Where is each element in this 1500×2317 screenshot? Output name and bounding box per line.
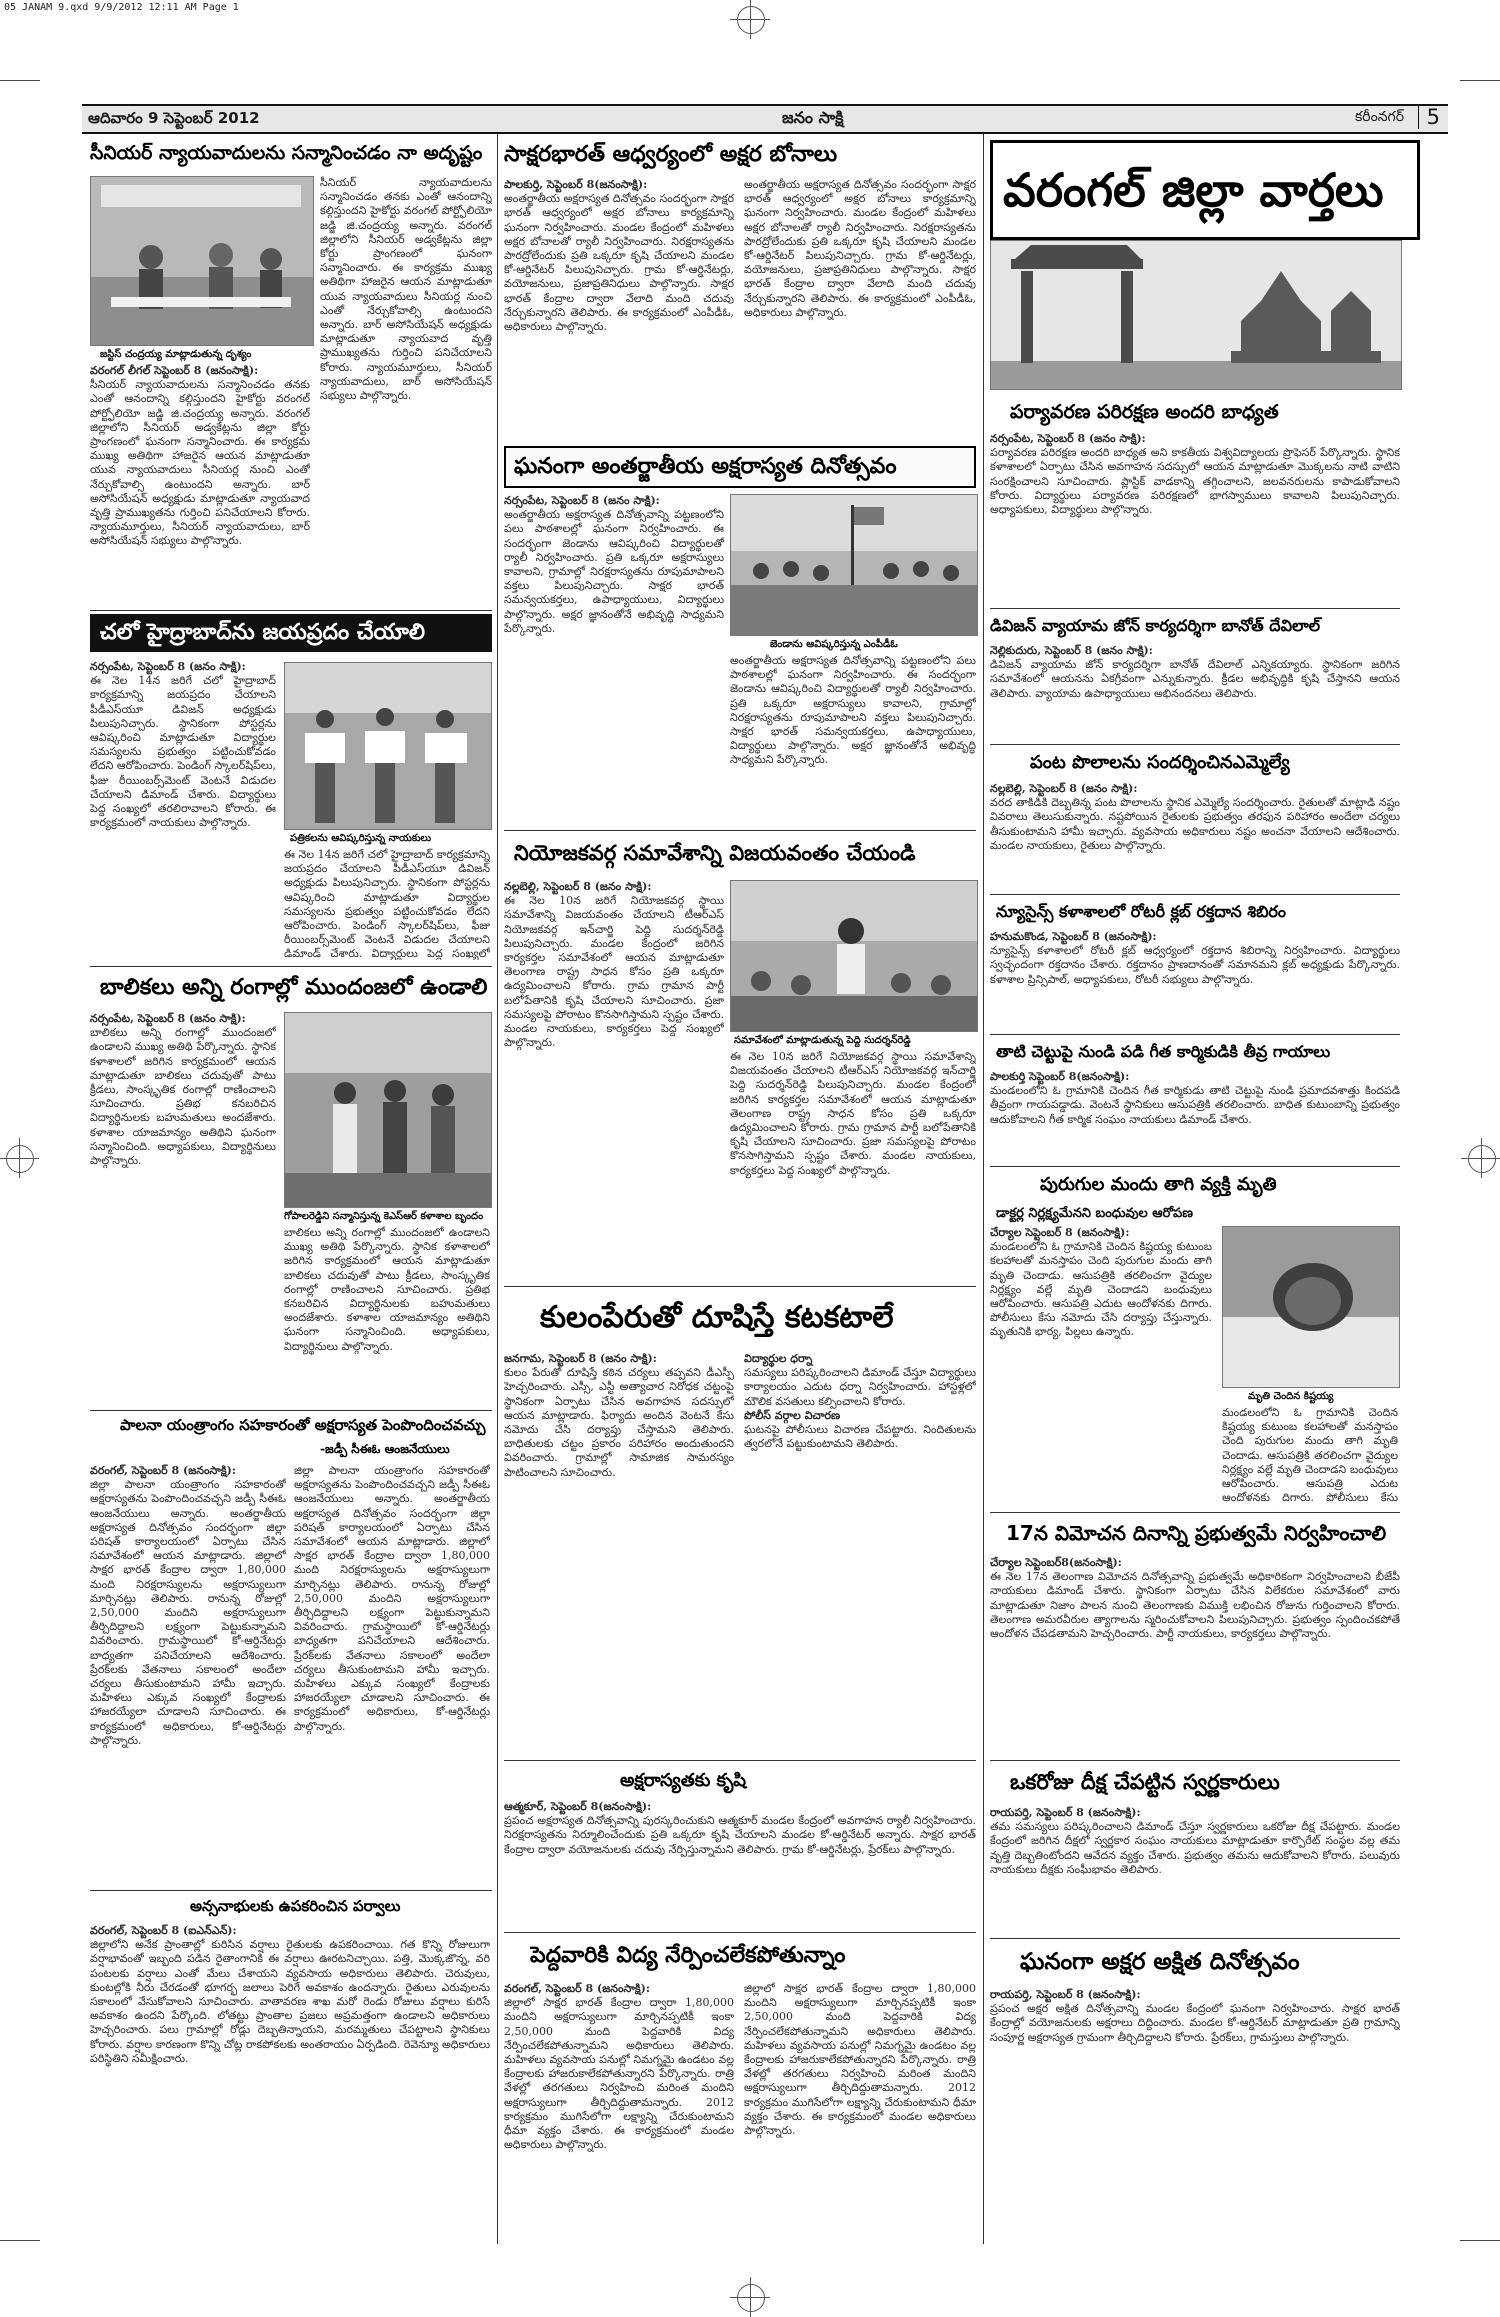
dateline: వరంగల్, సెప్టెంబర్ 8 (ఐఎన్ఎన్): — [90, 1924, 237, 1937]
article-body — [90, 364, 310, 604]
headline: నియోజకవర్గ సమావేశాన్ని విజయవంతం చేయండి — [514, 841, 916, 865]
dateline: పాలకుర్తి, సెప్టెంబర్ 8(జనంసాక్షి): — [504, 178, 648, 191]
dateline: ఆత్మకూర్, సెప్టెంబర్ 8(జనంసాక్షి): — [504, 1800, 652, 1813]
headline: సీనియర్ న్యాయవాదులను సన్మానించడం నా అదృష్టం — [90, 142, 483, 164]
section-divider — [990, 744, 1400, 745]
photo-caption: జెండాను ఆవిష్కరిస్తున్న ఎంపీడీఓ — [770, 638, 970, 652]
photo-caption: గోపాలరెడ్డిని సన్మానిస్తున్న కెఎస్‌ఆర్ కళాశాల బృందం — [284, 1210, 490, 1224]
section-divider — [990, 608, 1400, 609]
article-body — [990, 1806, 1400, 1934]
dateline: నర్సంపేట, సెప్టెంబర్ 8 (జనం సాక్షి): — [90, 1012, 246, 1025]
article-body-continued — [320, 176, 492, 604]
article-body — [90, 1464, 286, 1884]
headline: ఒకరోజు దీక్ష చేపట్టిన స్వర్ణకారులు — [1010, 1770, 1280, 1794]
photo-poster-release — [284, 662, 492, 830]
section-divider — [90, 1890, 492, 1891]
body-text: మండలంలోని ఓ గ్రామానికి చెందిన కిష్టయ్య కుటుంబ కలహాలతో మనస్తాపం చెంది పురుగుల మందు తాగి మృతి చెందాడు. ఆసుపత్రికి తరలించగా వైద్యుల నిర్లక్ష్యం వల్లే మృతి చెందాడని బంధువులు ఆరోపించారు. ఆసుపత్రి ఎదుట ఆందోళనకు దిగారు. పోలీసులు కేసు నమోదు చేసి దర్యాప్తు చేస్తున్నారు. మృతునికి భార్య, పిల్లలు ఉన్నారు. — [990, 1240, 1212, 1339]
section-divider — [990, 1034, 1400, 1035]
body-text: అంతర్జాతీయ అక్షరాస్యత దినోత్సవం సందర్భంగా సాక్షర భారత్ ఆధ్వర్యంలో అక్షర బోనాలు కార్యక్రమాన్ని ఘనంగా నిర్వహించారు. మండల కేంద్రంలో మహిళలు అక్షర బోనాలతో ర్యాలీ నిర్వహించారు. నిరక్షరాస్యతను పారద్రోలేందుకు ప్రతి ఒక్కరూ కృషి చేయాలని మండల కో-ఆర్డినేటర్ పిలుపునిచ్చారు. గ్రామ కో-ఆర్డినేటర్లు, వయోజనులు, ప్రజాప్రతినిధులు పాల్గొన్నారు. సాక్షర భారత్ కేంద్రాల ద్వారా వేలాది మంది చదువు నేర్చుకున్నారని తెలిపారు. ఈ కార్యక్రమంలో ఎంపీడీఓ, అధికారులు పాల్గొన్నారు. — [744, 178, 976, 319]
column-rule — [497, 134, 498, 2244]
body-text: బాలికలు అన్ని రంగాల్లో ముందంజలో ఉండాలని ముఖ్య అతిథి పేర్కొన్నారు. స్థానిక కళాశాలలో జరిగిన కార్యక్రమంలో ఆయన మాట్లాడుతూ బాలికలు చదువుతో పాటు క్రీడలు, సాంస్కృతిక రంగాల్లో రాణించాలని సూచించారు. ప్రతిభ కనబరిచిన విద్యార్థినులకు బహుమతులు అందజేశారు. కళాశాల యాజమాన్యం అతిథిని ఘనంగా సన్మానించింది. అధ్యాపకులు, విద్యార్థినులు పాల్గొన్నారు. — [90, 1026, 276, 1168]
byline: -జడ్పీ సీఈఓ ఆంజనేయులు — [320, 1442, 450, 1456]
photo-image — [285, 1013, 491, 1207]
article-body-continued — [1222, 1406, 1398, 1506]
dateline: పాలకుర్తి సెప్టెంబర్ 8(జనంసాక్షి): — [990, 1070, 1130, 1083]
article-body-continued — [730, 1050, 976, 1280]
body-text: వరద తాకిడికి దెబ్బతిన్న పంట పొలాలను స్థానిక ఎమ్మెల్యే సందర్శించారు. రైతులతో మాట్లాడి నష్టం వివరాలు తెలుసుకున్నారు. నష్టపోయిన రైతులకు ప్రభుత్వం తరఫున పరిహారం అందేలా చర్యలు తీసుకుంటామని హామీ ఇచ్చారు. వ్యవసాయ అధికారులు నష్టం అంచనా వేయాలని ఆదేశించారు. మండల నాయకులు, రైతులు పాల్గొన్నారు. — [990, 796, 1400, 852]
page-number: 5 — [1418, 105, 1440, 129]
headline: కులంపేరుతో దూషిస్తే కటకటాలే — [540, 1300, 894, 1335]
section-divider — [990, 1760, 1400, 1761]
headline: అక్షరాస్యతకు కృషి — [620, 1770, 747, 1791]
body-text: బాలికలు అన్ని రంగాల్లో ముందంజలో ఉండాలని ముఖ్య అతిథి పేర్కొన్నారు. స్థానిక కళాశాలలో జరిగిన కార్యక్రమంలో ఆయన మాట్లాడుతూ బాలికలు చదువుతో పాటు క్రీడలు, సాంస్కృతిక రంగాల్లో రాణించాలని సూచించారు. ప్రతిభ కనబరిచిన విద్యార్థినులకు బహుమతులు అందజేశారు. కళాశాల యాజమాన్యం అతిథిని ఘనంగా సన్మానించింది. అధ్యాపకులు, విద్యార్థినులు పాల్గొన్నారు. — [284, 1226, 490, 1353]
headline: ఘనంగా అక్షర అక్షిత దినోత్సవం — [1020, 1949, 1300, 1975]
body-text: ఈ నెల 14న జరిగే చలో హైద్రాబాద్ కార్యక్రమాన్ని జయప్రదం చేయాలని పీడీఎస్‌యూ డివిజన్ అధ్యక్షుడు పిలుపునిచ్చారు. స్థానికంగా పోస్టర్లను ఆవిష్కరించి మాట్లాడుతూ విద్యార్థుల సమస్యలను ప్రభుత్వం పట్టించుకోవడం లేదని ఆరోపించారు. పెండింగ్ స్కాలర్‌షిప్‌లు, ఫీజు రీయింబర్స్‌మెంట్ వెంటనే విడుదల చేయాలని డిమాండ్ చేశారు. విద్యార్థులు పెద్ద సంఖ్యలో తరలిరావాలని కోరారు. ఈ కార్యక్రమంలో నాయకులు పాల్గొన్నారు. — [90, 674, 276, 830]
article-body-continued — [284, 1226, 490, 1402]
dateline: నర్సంపేట, సెప్టెంబర్ 8 (జనం సాక్షి): — [90, 660, 246, 673]
article-body — [990, 1556, 1400, 1756]
dateline: చేర్యాల సెప్టెంబర్8(జనంసాక్షి): — [990, 1556, 1122, 1569]
body-text: సీనియర్ న్యాయవాదులను సన్మానించడం తనకు ఎంతో ఆనందాన్ని కల్గిస్తుందని హైకోర్టు వరంగల్ పోర్ట్ఫోలియో జడ్జి జి.చంద్రయ్య అన్నారు. వరంగల్ జిల్లాలోని సీనియర్ అడ్వకేట్లను జిల్లా కోర్టు ప్రాంగణంలో ఘనంగా సన్మానించారు. ఈ కార్యక్రమ ముఖ్య అతిథిగా హాజరైన ఆయన మాట్లాడుతూ యువ న్యాయవాదులు సీనియర్ల నుంచి ఎంతో నేర్చుకోవాల్సి ఉంటుందని అన్నారు. బార్ అసోసియేషన్ అధ్యక్షుడు మాట్లాడుతూ న్యాయవాద వృత్తి ప్రాముఖ్యతను గుర్తించి పనిచేయాలని కోరారు. న్యాయమూర్తులు, సీనియర్ న్యాయవాదులు, బార్ అసోసియేషన్ సభ్యులు పాల్గొన్నారు. — [90, 378, 310, 548]
body-text: అంతర్జాతీయ అక్షరాస్యత దినోత్సవం సందర్భంగా సాక్షర భారత్ ఆధ్వర్యంలో అక్షర బోనాలు కార్యక్రమాన్ని ఘనంగా నిర్వహించారు. మండల కేంద్రంలో మహిళలు అక్షర బోనాలతో ర్యాలీ నిర్వహించారు. నిరక్షరాస్యతను పారద్రోలేందుకు ప్రతి ఒక్కరూ కృషి చేయాలని మండల కో-ఆర్డినేటర్ పిలుపునిచ్చారు. గ్రామ కో-ఆర్డినేటర్లు, వయోజనులు, ప్రజాప్రతినిధులు పాల్గొన్నారు. సాక్షర భారత్ కేంద్రాల ద్వారా వేలాది మంది చదువు నేర్చుకున్నారని తెలిపారు. ఈ కార్యక్రమంలో ఎంపీడీఓ, అధికారులు పాల్గొన్నారు. — [504, 192, 734, 334]
dateline: వరంగల్, సెప్టెంబర్ 8 (జనంసాక్షి): — [504, 1982, 650, 1995]
crop-mark — [0, 80, 40, 81]
photo-justice-speaking — [90, 176, 314, 346]
issue-date: ఆదివారం 9 సెప్టెంబర్ 2012 — [88, 109, 260, 127]
article-body — [990, 782, 1400, 890]
article-body — [90, 1012, 276, 1402]
article-body — [990, 644, 1400, 740]
body-text: ఈ నెల 14న జరిగే చలో హైద్రాబాద్ కార్యక్రమాన్ని జయప్రదం చేయాలని పీడీఎస్‌యూ డివిజన్ అధ్యక్షుడు పిలుపునిచ్చారు. స్థానికంగా పోస్టర్లను ఆవిష్కరించి మాట్లాడుతూ విద్యార్థుల సమస్యలను ప్రభుత్వం పట్టించుకోవడం లేదని ఆరోపించారు. పెండింగ్ స్కాలర్‌షిప్‌లు, ఫీజు రీయింబర్స్‌మెంట్ వెంటనే విడుదల చేయాలని డిమాండ్ చేశారు. విద్యార్థులు పెద్ద సంఖ్యలో — [284, 848, 490, 960]
body-text: ఈ నెల 10న జరిగే నియోజకవర్గ స్థాయి సమావేశాన్ని విజయవంతం చేయాలని టీఆర్ఎస్ నియోజకవర్గ ఇన్‌చార్జి పెద్ది సుదర్శన్‌రెడ్డి పిలుపునిచ్చారు. మండల కేంద్రంలో జరిగిన కార్యకర్తల సమావేశంలో ఆయన మాట్లాడుతూ తెలంగాణ రాష్ట్ర సాధన కోసం ప్రతి ఒక్కరూ ఉద్యమించాలని కోరారు. గ్రామ గ్రామాన పార్టీ బలోపేతానికి కృషి చేయాలని సూచించారు. ప్రజా సమస్యలపై పోరాటం కొనసాగిస్తామని స్పష్టం చేశారు. మండల నాయకులు, కార్యకర్తలు పెద్ద సంఖ్యలో పాల్గొన్నారు. — [730, 1050, 976, 1177]
dateline: నర్సంపేట, సెప్టెంబర్ 8 (జనం సాక్షి): — [504, 494, 660, 507]
article-body — [90, 660, 276, 960]
article-body-continued — [284, 848, 490, 960]
subheadline: డాక్టర్ల నిర్లక్ష్యమేనని బంధువుల ఆరోపణ — [996, 1206, 1193, 1221]
registration-mark-right — [1468, 1145, 1496, 1173]
photo-caption: పత్రికలను ఆవిష్కరిస్తున్న నాయకులు — [290, 832, 488, 846]
body-text: జిల్లా పాలనా యంత్రాంగం సహకారంతో అక్షరాస్యతను పెంపొందించవచ్చని జడ్పీ సీఈఓ ఆంజనేయులు అన్నారు. అంతర్జాతీయ అక్షరాస్యత దినోత్సవం సందర్భంగా జిల్లా పరిషత్ కార్యాలయంలో ఏర్పాటు చేసిన సమావేశంలో ఆయన మాట్లాడారు. జిల్లాలో సాక్షర భారత్ కేంద్రాల ద్వారా 1,80,000 మంది నిరక్షరాస్యులను అక్షరాస్యులుగా మార్చినట్లు తెలిపారు. రానున్న రోజుల్లో 2,50,000 మందిని అక్షరాస్యులుగా తీర్చిదిద్దాలని లక్ష్యంగా పెట్టుకున్నామని వివరించారు. గ్రామస్థాయిలో కో-ఆర్డినేటర్లు బాధ్యతగా పనిచేయాలని ఆదేశించారు. ప్రేరక్‌లకు వేతనాలు సకాలంలో అందేలా చర్యలు తీసుకుంటామని హామీ ఇచ్చారు. మహిళలు ఎక్కువ సంఖ్యలో కేంద్రాలకు హాజరయ్యేలా చూడాలని సూచించారు. ఈ కార్యక్రమంలో అధికారులు, కో-ఆర్డినేటర్లు పాల్గొన్నారు. — [90, 1478, 286, 1747]
section-divider — [90, 610, 492, 611]
kakatiya-arch-icon — [991, 241, 1401, 389]
body-text: అంతర్జాతీయ అక్షరాస్యత దినోత్సవాన్ని పట్టణంలోని పలు పాఠశాలల్లో ఘనంగా నిర్వహించారు. ఈ సందర్భంగా జెండాను ఆవిష్కరించి విద్యార్థులతో ర్యాలీ నిర్వహించారు. ప్రతి ఒక్కరూ అక్షరాస్యులు కావాలని, గ్రామాల్లో నిరక్షరాస్యతను రూపుమాపాలని వక్తలు పిలుపునిచ్చారు. సాక్షర భారత్ సమన్వయకర్తలు, ఉపాధ్యాయులు, విద్యార్థులు పాల్గొన్నారు. అక్షర జ్ఞానంతోనే అభివృద్ధి సాధ్యమని పేర్కొన్నారు. — [730, 654, 976, 767]
folio-bar — [82, 104, 1448, 134]
body-text: జిల్లాలోని అనేక ప్రాంతాల్లో కురిసిన వర్షాలు రైతులకు ఉపకరించాయి. గత కొన్ని రోజులుగా వర్షాభావంతో ఇబ్బంది పడిన రైతాంగానికి ఈ వర్షాలు ఊరటనిచ్చాయి. పత్తి, మొక్కజొన్న, వరి పంటలకు వర్షాలు ఎంతో మేలు చేశాయని వ్యవసాయ అధికారులు తెలిపారు. చెరువులు, కుంటల్లోకి నీరు చేరడంతో భూగర్భ జలాలు పెరిగే అవకాశం ఉందన్నారు. రైతులు ఎరువులను సకాలంలో వేసుకోవాలని సూచించారు. వాతావరణ శాఖ మరో రెండు రోజులు వర్షాలు కురిసే అవకాశం ఉందని పేర్కొంది. లోతట్టు ప్రాంతాల ప్రజలు అప్రమత్తంగా ఉండాలని అధికారులు హెచ్చరించారు. పలు గ్రామాల్లో రోడ్లు దెబ్బతిన్నాయని, మరమ్మతులు చేపట్టాలని స్థానికులు కోరారు. వర్షాల కారణంగా కొన్ని చోట్ల రాకపోకలకు అంతరాయం ఏర్పడింది. రెవెన్యూ అధికారులు పరిస్థితిని సమీక్షించారు. — [90, 1938, 490, 2065]
section-divider — [90, 966, 492, 967]
section-divider — [990, 1938, 1400, 1939]
photo-deceased — [1222, 1226, 1400, 1388]
headline: సాక్షరభారత్ ఆధ్వర్యంలో అక్షర బోనాలు — [504, 142, 838, 167]
body-text: కులం పేరుతో దూషిస్తే కఠిన చర్యలు తప్పవని డీఎస్పీ హెచ్చరించారు. ఎస్సీ, ఎస్టీ అత్యాచార నిరోధక చట్టంపై స్థానికంగా ఏర్పాటు చేసిన అవగాహన సదస్సులో ఆయన మాట్లాడారు. ఫిర్యాదు అందిన వెంటనే కేసు నమోదు చేసి దర్యాప్తు చేస్తామని తెలిపారు. బాధితులకు చట్టం ప్రకారం పరిహారం అందుతుందని వివరించారు. గ్రామాల్లో సామాజిక సామరస్యం పాటించాలని సూచించారు. — [504, 1366, 734, 1479]
body-text: సమస్యలు పరిష్కరించాలని డిమాండ్ చేస్తూ విద్యార్థులు కార్యాలయం ఎదుట ధర్నా నిర్వహించారు. హాస్టళ్లలో మౌలిక వసతులు కల్పించాలని కోరారు. — [744, 1366, 976, 1408]
body-text: పర్యావరణ పరిరక్షణ అందరి బాధ్యత అని కాకతీయ విశ్వవిద్యాలయ ప్రొఫెసర్ పేర్కొన్నారు. స్థానిక కళాశాలలో ఏర్పాటు చేసిన అవగాహన సదస్సులో ఆయన మాట్లాడుతూ మొక్కలను నాటి వాటిని సంరక్షించాలని సూచించారు. ప్లాస్టిక్ వాడకాన్ని తగ్గించాలని, జలవనరులను కాపాడుకోవాలని కోరారు. విద్యార్థులు పర్యావరణ పరిరక్షణలో భాగస్వాములు కావాలని పిలుపునిచ్చారు. అధ్యాపకులు, విద్యార్థులు పాల్గొన్నారు. — [990, 446, 1400, 517]
body-text: తమ సమస్యలు పరిష్కరించాలని డిమాండ్ చేస్తూ స్వర్ణకారులు ఒకరోజు దీక్ష చేపట్టారు. మండల కేంద్రంలో జరిగిన దీక్షలో స్వర్ణకార సంఘం నాయకులు మాట్లాడుతూ కార్పొరేట్ సంస్థల వల్ల తమ వృత్తి దెబ్బతింటోందని ఆవేదన వ్యక్తం చేశారు. ప్రభుత్వం తమను ఆదుకోవాలని కోరారు. పలువురు నాయకులు దీక్షకు సంఘీభావం తెలిపారు. — [990, 1820, 1400, 1876]
body-text: మండలంలోని ఓ గ్రామానికి చెందిన గీత కార్మికుడు తాటి చెట్టుపై నుండి ప్రమాదవశాత్తు కిందపడి తీవ్రంగా గాయపడ్డాడు. వెంటనే స్థానికులు ఆసుపత్రికి తరలించారు. బాధిత కుటుంబాన్ని ప్రభుత్వం ఆదుకోవాలని గీత కార్మిక సంఘం నాయకులు డిమాండ్ చేశారు. — [990, 1084, 1400, 1126]
article-body-continued — [744, 1982, 976, 2240]
dateline: వరంగల్ లీగల్ సెప్టెంబర్ 8 (జనంసాక్షి): — [90, 364, 259, 377]
headline: ఘనంగా అంతర్జాతీయ అక్షరాస్యత దినోత్సవం — [504, 446, 976, 488]
dateline: హనుమకొండ, సెప్టెంబర్ 8 (జనంసాక్షి): — [990, 930, 1157, 943]
body-text: ప్రపంచ అక్షరాస్యత దినోత్సవాన్ని పురస్కరించుకుని ఆత్మకూర్ మండల కేంద్రంలో అవగాహన ర్యాలీ నిర్వహించారు. నిరక్షరాస్యతను నిర్మూలించేందుకు ప్రతి ఒక్కరూ కృషి చేయాలని మండల కో-ఆర్డినేటర్ అన్నారు. సాక్షర భారత్ కేంద్రాల ద్వారా వయోజనులకు చదువు నేర్పిస్తున్నామని తెలిపారు. గ్రామ కో-ఆర్డినేటర్లు, ప్రేరక్‌లు పాల్గొన్నారు. — [504, 1814, 976, 1856]
article-body-continued — [744, 1352, 976, 1752]
dateline: నల్లబెల్లి, సెప్టెంబర్ 8 (జనం సాక్షి): — [504, 880, 652, 893]
crop-mark — [0, 2240, 40, 2241]
dateline: వరంగల్, సెప్టెంబర్ 8 (జనంసాక్షి): — [90, 1464, 236, 1477]
section-banner: వరంగల్ జిల్లా వార్తలు — [990, 140, 1420, 240]
body-text: అంతర్జాతీయ అక్షరాస్యత దినోత్సవాన్ని పట్టణంలోని పలు పాఠశాలల్లో ఘనంగా నిర్వహించారు. ఈ సందర్భంగా జెండాను ఆవిష్కరించి విద్యార్థులతో ర్యాలీ నిర్వహించారు. ప్రతి ఒక్కరూ అక్షరాస్యులు కావాలని, గ్రామాల్లో నిరక్షరాస్యతను రూపుమాపాలని వక్తలు పిలుపునిచ్చారు. సాక్షర భారత్ సమన్వయకర్తలు, ఉపాధ్యాయులు, విద్యార్థులు పాల్గొన్నారు. అక్షర జ్ఞానంతోనే అభివృద్ధి సాధ్యమని పేర్కొన్నారు. — [504, 508, 724, 635]
article-body — [990, 1988, 1400, 2128]
headline: తాటి చెట్టుపై నుండి పడి గీత కార్మికుడికి తీవ్ర గాయాలు — [996, 1042, 1331, 1061]
subhead: పోలీస్ వర్గాల విచారణ — [744, 1408, 841, 1422]
photo-image — [91, 177, 313, 345]
dateline: రాయపర్తి, సెప్టెంబర్ 8 (జనంసాక్షి): — [990, 1806, 1141, 1819]
crop-mark — [1460, 80, 1500, 81]
dateline: రాయపర్తి, సెప్టెంబర్ 8 (జనంసాక్షి): — [990, 1988, 1141, 2001]
subhead: విద్యార్థుల ధర్నా — [744, 1352, 813, 1365]
article-body — [504, 178, 734, 440]
section-divider — [990, 1512, 1400, 1513]
article-body-continued — [730, 654, 976, 824]
body-text: డివిజన్ వ్యాయామ జోన్ కార్యదర్శిగా బానోత్ దేవిలాల్ ఎన్నికయ్యారు. స్థానికంగా జరిగిన సమావేశంలో ఆయనను ఏకగ్రీవంగా ఎన్నుకున్నారు. క్రీడల అభివృద్ధికి కృషి చేస్తానని ఆయన తెలిపారు. వ్యాయామ ఉపాధ్యాయులు అభినందనలు తెలిపారు. — [990, 658, 1400, 700]
section-divider — [504, 1932, 976, 1933]
article-body — [504, 1352, 734, 1752]
body-text: ఘటనపై పోలీసులు విచారణ చేపట్టారు. నిందితులను త్వరలోనే పట్టుకుంటామని తెలిపారు. — [744, 1423, 976, 1451]
section-divider — [990, 894, 1400, 895]
photo-meeting-speaker — [730, 880, 978, 1032]
headline: పురుగుల మందు తాగి వ్యక్తి మృతి — [1040, 1174, 1277, 1195]
article-body — [990, 930, 1400, 1030]
article-body — [504, 1982, 734, 2240]
article-body-continued — [744, 178, 976, 440]
dateline: నర్సంపేట, సెప్టెంబర్ 8 (జనం సాక్షి): — [990, 432, 1146, 445]
registration-mark-bottom — [737, 2284, 765, 2312]
body-text: ఈ నెల 10న జరిగే నియోజకవర్గ స్థాయి సమావేశాన్ని విజయవంతం చేయాలని టీఆర్ఎస్ నియోజకవర్గ ఇన్‌చార్జి పెద్ది సుదర్శన్‌రెడ్డి పిలుపునిచ్చారు. మండల కేంద్రంలో జరిగిన కార్యకర్తల సమావేశంలో ఆయన మాట్లాడుతూ తెలంగాణ రాష్ట్ర సాధన కోసం ప్రతి ఒక్కరూ ఉద్యమించాలని కోరారు. గ్రామ గ్రామాన పార్టీ బలోపేతానికి కృషి చేయాలని సూచించారు. ప్రజా సమస్యలపై పోరాటం కొనసాగిస్తామని స్పష్టం చేశారు. మండల నాయకులు, కార్యకర్తలు పెద్ద సంఖ్యలో పాల్గొన్నారు. — [504, 894, 724, 1050]
article-body — [990, 432, 1400, 604]
headline: అన్సనాభులకు ఉపకరించిన పర్వాలు — [190, 1897, 401, 1915]
headline: డివిజన్ వ్యాయామ జోన్ కార్యదర్శిగా బానోత్ దేవిలాల్ — [990, 616, 1321, 635]
edition-city: కరీంనగర్ — [1355, 109, 1404, 125]
photo-image — [731, 881, 977, 1031]
photo-caption: జస్టిస్ చంద్రయ్య మాట్లాడుతున్న దృశ్యం — [100, 348, 308, 362]
article-body — [990, 1226, 1212, 1506]
headline: పాలనా యంత్రాంగం సహకారంతో అక్షరాస్యత పెంపొందించవచ్చు — [120, 1416, 486, 1434]
dateline: జనగామ, సెప్టెంబర్ 8 (జనం సాక్షి): — [504, 1352, 657, 1365]
masthead-logo: జనం సాక్షి — [782, 108, 844, 127]
section-divider — [504, 830, 976, 831]
body-text: సీనియర్ న్యాయవాదులను సన్మానించడం తనకు ఎంతో ఆనందాన్ని కల్గిస్తుందని హైకోర్టు వరంగల్ పోర్ట్ఫోలియో జడ్జి జి.చంద్రయ్య అన్నారు. వరంగల్ జిల్లాలోని సీనియర్ అడ్వకేట్లను జిల్లా కోర్టు ప్రాంగణంలో ఘనంగా సన్మానించారు. ఈ కార్యక్రమ ముఖ్య అతిథిగా హాజరైన ఆయన మాట్లాడుతూ యువ న్యాయవాదులు సీనియర్ల నుంచి ఎంతో నేర్చుకోవాల్సి ఉంటుందని అన్నారు. బార్ అసోసియేషన్ అధ్యక్షుడు మాట్లాడుతూ న్యాయవాద వృత్తి ప్రాముఖ్యతను గుర్తించి పనిచేయాలని కోరారు. న్యాయమూర్తులు, సీనియర్ న్యాయవాదులు, బార్ అసోసియేషన్ సభ్యులు పాల్గొన్నారు. — [320, 176, 492, 403]
headline: 17న విమోచన దినాన్ని ప్రభుత్వమే నిర్వహించాలి — [1006, 1521, 1387, 1545]
article-body — [504, 1800, 976, 1928]
headline: బాలికలు అన్ని రంగాల్లో ముందంజలో ఉండాలి — [100, 975, 488, 1000]
registration-mark-top — [737, 6, 765, 34]
section-divider — [90, 1410, 492, 1411]
registration-mark-left — [6, 1145, 34, 1173]
headline: పంట పొలాలను సందర్శించినఎమ్మెల్యే — [1030, 752, 1290, 773]
body-text: జిల్లాలో సాక్షర భారత్ కేంద్రాల ద్వారా 1,80,000 మందిని అక్షరాస్యులుగా మార్చినప్పటికీ ఇంకా 2,50,000 మంది పెద్దవారికి విద్య నేర్పించలేకపోతున్నామని అధికారులు తెలిపారు. మహిళలు వ్యవసాయ పనుల్లో నిమగ్నమై ఉండటం వల్ల కేంద్రాలకు హాజరుకాలేకపోతున్నారని పేర్కొన్నారు. రాత్రి వేళల్లో తరగతులు నిర్వహించి మరింత మందిని అక్షరాస్యులుగా తీర్చిదిద్దుతామన్నారు. 2012 కార్యక్రమం ముగిసేలోగా లక్ష్యాన్ని చేరుకుంటామని ధీమా వ్యక్తం చేశారు. ఈ కార్యక్రమంలో మండల అధికారులు పాల్గొన్నారు. — [744, 1982, 976, 2138]
dateline: చేర్యాల సెప్టెంబర్ 8 (జనంసాక్షి): — [990, 1226, 1130, 1239]
body-text: మండలంలోని ఓ గ్రామానికి చెందిన కిష్టయ్య కుటుంబ కలహాలతో మనస్తాపం చెంది పురుగుల మందు తాగి మృతి చెందాడు. ఆసుపత్రికి తరలించగా వైద్యుల నిర్లక్ష్యం వల్లే మృతి చెందాడని బంధువులు ఆరోపించారు. ఆసుపత్రి ఎదుట ఆందోళనకు దిగారు. పోలీసులు కేసు — [1222, 1406, 1398, 1505]
column-rule — [983, 134, 984, 2244]
photo-felicitation — [284, 1012, 492, 1208]
article-body — [504, 880, 724, 1280]
section-divider — [504, 1760, 976, 1761]
section-divider — [504, 1286, 976, 1287]
dateline: నెల్లికుదురు, సెప్టెంబర్ 8 (జనం సాక్షి): — [990, 644, 1153, 657]
photo-image — [1223, 1227, 1399, 1387]
dateline: నల్లబెల్లి, సెప్టెంబర్ 8 (జనం సాక్షి): — [990, 782, 1138, 795]
headline: పర్యావరణ పరిరక్షణ అందరి బాధ్యత — [1010, 401, 1279, 423]
article-body — [990, 1070, 1400, 1162]
article-body — [90, 1924, 490, 2240]
photo-image — [285, 663, 491, 829]
article-body-continued — [294, 1464, 490, 1884]
photo-caption: సమావేశంలో మాట్లాడుతున్న పెద్ది సుదర్శన్‌రెడ్డి — [734, 1034, 976, 1048]
photo-kakatiya-monuments — [990, 240, 1402, 390]
body-text: జిల్లాలో సాక్షర భారత్ కేంద్రాల ద్వారా 1,80,000 మందిని అక్షరాస్యులుగా మార్చినప్పటికీ ఇంకా 2,50,000 మంది పెద్దవారికి విద్య నేర్పించలేకపోతున్నామని అధికారులు తెలిపారు. మహిళలు వ్యవసాయ పనుల్లో నిమగ్నమై ఉండటం వల్ల కేంద్రాలకు హాజరుకాలేకపోతున్నారని పేర్కొన్నారు. రాత్రి వేళల్లో తరగతులు నిర్వహించి మరింత మందిని అక్షరాస్యులుగా తీర్చిదిద్దుతామన్నారు. 2012 కార్యక్రమం ముగిసేలోగా లక్ష్యాన్ని చేరుకుంటామని ధీమా వ్యక్తం చేశారు. ఈ కార్యక్రమంలో మండల అధికారులు పాల్గొన్నారు. — [504, 1996, 734, 2152]
body-text: న్యూసైన్స్ కళాశాలలో రోటరీ క్లబ్ ఆధ్వర్యంలో రక్తదాన శిబిరాన్ని నిర్వహించారు. విద్యార్థులు స్వచ్ఛందంగా రక్తదానం చేశారు. రక్తదానం ప్రాణదానంతో సమానమని క్లబ్ అధ్యక్షుడు పేర్కొన్నారు. కళాశాల ప్రిన్సిపాల్, అధ్యాపకులు, రోటరీ సభ్యులు పాల్గొన్నారు. — [990, 944, 1400, 986]
body-text: ఈ నెల 17న తెలంగాణ విమోచన దినోత్సవాన్ని ప్రభుత్వమే అధికారికంగా నిర్వహించాలని బీజేపీ నాయకులు డిమాండ్ చేశారు. స్థానికంగా ఏర్పాటు చేసిన విలేకరుల సమావేశంలో వారు మాట్లాడుతూ నిజాం పాలన నుంచి తెలంగాణకు విముక్తి లభించిన రోజును గుర్తించాలని కోరారు. తెలంగాణ అమరవీరుల త్యాగాలను స్మరించుకోవాలని పిలుపునిచ్చారు. ప్రభుత్వం స్పందించకపోతే ఆందోళన చేపడతామని హెచ్చరించారు. పార్టీ నాయకులు, కార్యకర్తలు పాల్గొన్నారు. — [990, 1570, 1400, 1641]
photo-caption: మృతి చెందిన కిష్టయ్య — [1248, 1390, 1388, 1404]
body-text: ప్రపంచ అక్షర అక్షిత దినోత్సవాన్ని మండల కేంద్రంలో ఘనంగా నిర్వహించారు. సాక్షర భారత్ కేంద్రాల్లో వయోజనులకు అక్షరాలు దిద్దించారు. మండల కో-ఆర్డినేటర్ మాట్లాడుతూ ప్రతి గ్రామాన్ని సంపూర్ణ అక్షరాస్యత గ్రామంగా తీర్చిదిద్దాలని కోరారు. ప్రేరక్‌లు, గ్రామస్తులు పాల్గొన్నారు. — [990, 2002, 1400, 2044]
photo-image — [731, 495, 977, 635]
headline: పెద్దవారికి విద్య నేర్పించలేకపోతున్నాం — [530, 1943, 846, 1968]
crop-mark — [1460, 2240, 1500, 2241]
headline: చలో హైద్రాబాద్‌ను జయప్రదం చేయాలి — [90, 614, 492, 652]
section-divider — [990, 1166, 1400, 1167]
photo-flag-hoisting — [730, 494, 978, 636]
print-slug: 05 JANAM 9.qxd 9/9/2012 12:11 AM Page 1 — [4, 2, 239, 13]
headline: న్యూసైన్స్ కళాశాలలో రోటరీ క్లబ్ రక్తదాన శిబిరం — [996, 902, 1287, 921]
article-body — [504, 494, 724, 824]
body-text: జిల్లా పాలనా యంత్రాంగం సహకారంతో అక్షరాస్యతను పెంపొందించవచ్చని జడ్పీ సీఈఓ ఆంజనేయులు అన్నారు. అంతర్జాతీయ అక్షరాస్యత దినోత్సవం సందర్భంగా జిల్లా పరిషత్ కార్యాలయంలో ఏర్పాటు చేసిన సమావేశంలో ఆయన మాట్లాడారు. జిల్లాలో సాక్షర భారత్ కేంద్రాల ద్వారా 1,80,000 మంది నిరక్షరాస్యులను అక్షరాస్యులుగా మార్చినట్లు తెలిపారు. రానున్న రోజుల్లో 2,50,000 మందిని అక్షరాస్యులుగా తీర్చిదిద్దాలని లక్ష్యంగా పెట్టుకున్నామని వివరించారు. గ్రామస్థాయిలో కో-ఆర్డినేటర్లు బాధ్యతగా పనిచేయాలని ఆదేశించారు. ప్రేరక్‌లకు వేతనాలు సకాలంలో అందేలా చర్యలు తీసుకుంటామని హామీ ఇచ్చారు. మహిళలు ఎక్కువ సంఖ్యలో కేంద్రాలకు హాజరయ్యేలా చూడాలని సూచించారు. ఈ కార్యక్రమంలో అధికారులు, కో-ఆర్డినేటర్లు పాల్గొన్నారు. — [294, 1464, 490, 1733]
